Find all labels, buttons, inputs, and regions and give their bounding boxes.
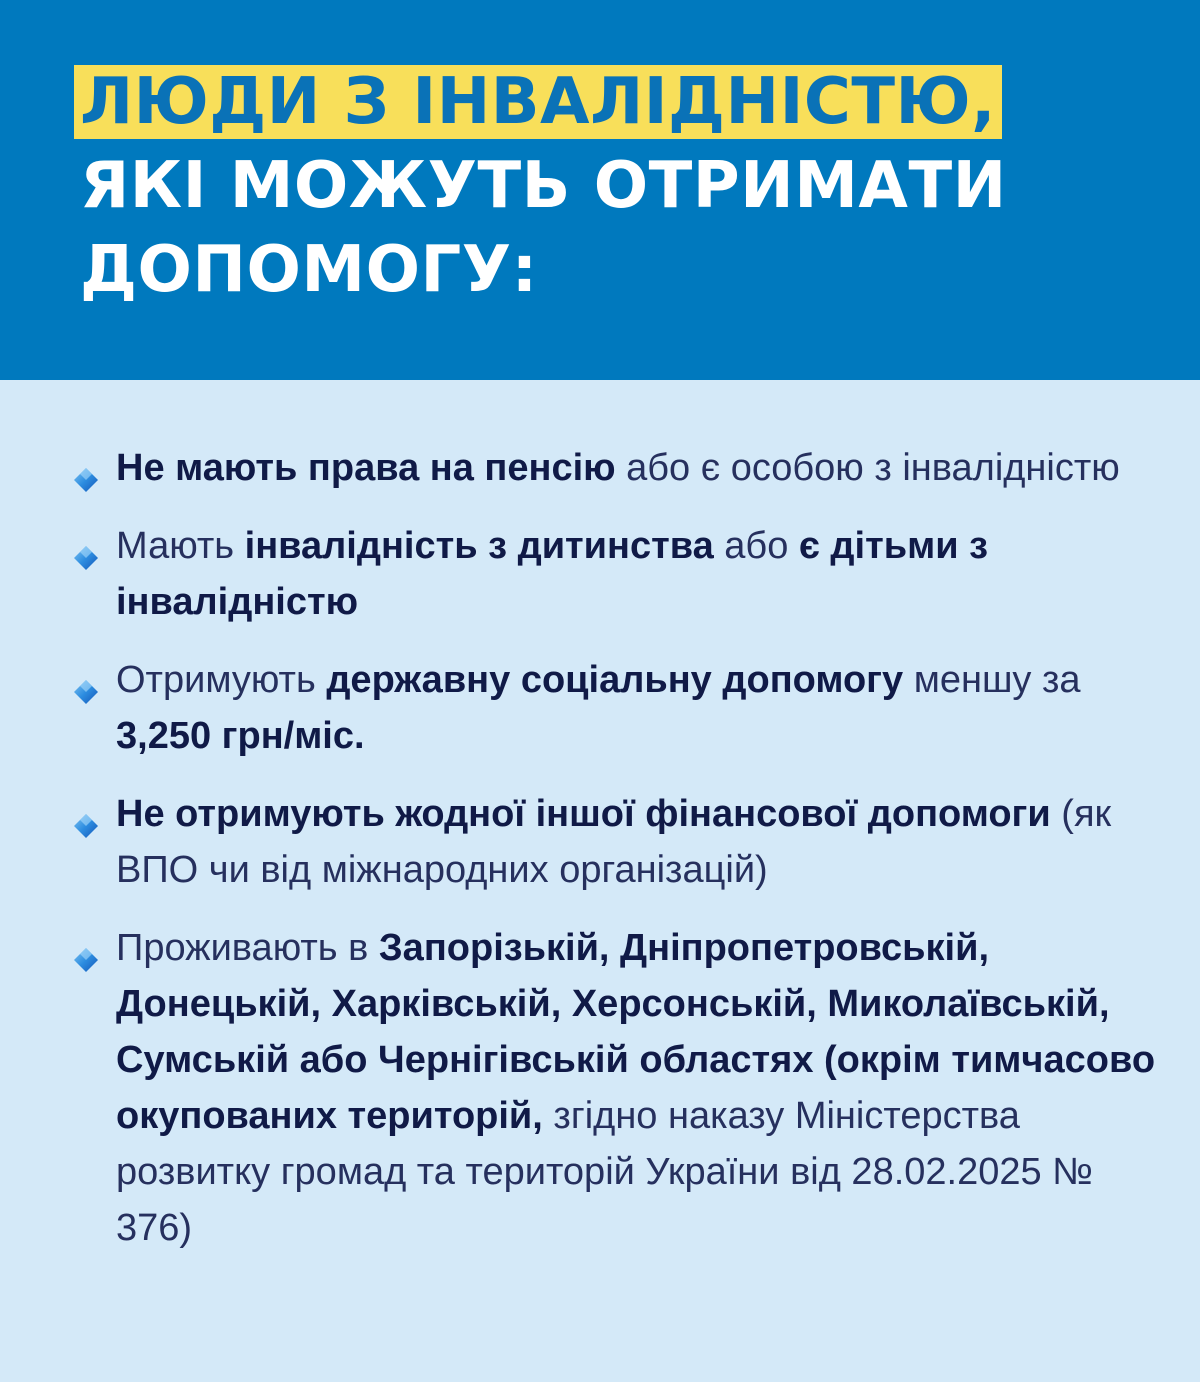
diamond-bullet-icon (73, 531, 99, 557)
diamond-bullet-icon (73, 665, 99, 691)
item-text (116, 525, 988, 623)
text-bold: 3,250 грн/міс. (116, 715, 365, 757)
text-bold: Не мають права на пенсію (116, 447, 616, 489)
text-regular: або (713, 525, 799, 567)
text-regular: Проживають в (116, 927, 379, 969)
text-regular: або є особою з інвалідністю (615, 447, 1120, 489)
text-regular: Отримують (116, 659, 327, 701)
text-regular: меншу за (903, 659, 1081, 701)
title-rest: ЯКІ МОЖУТЬ ОТРИМАТИ ДОПОМОГУ: (80, 149, 1007, 307)
header-banner (0, 0, 1200, 380)
item-text (116, 793, 1111, 891)
list-item (70, 920, 1160, 1256)
text-bold: є дітьми з інвалідністю (116, 525, 988, 623)
eligibility-list (70, 440, 1160, 1278)
text-bold: державну соціальну допомогу (326, 659, 904, 701)
item-text (116, 447, 1120, 489)
item-text (116, 659, 1081, 757)
text-regular: Мають (116, 525, 245, 567)
text-bold: інвалідність з дитинства (244, 525, 714, 567)
title-highlight: ЛЮДИ З ІНВАЛІДНІСТЮ, (74, 65, 1002, 139)
diamond-bullet-icon (73, 933, 99, 959)
page-title (80, 60, 1140, 312)
item-text (116, 927, 1155, 1249)
list-item (70, 518, 1160, 630)
list-item (70, 440, 1160, 496)
text-regular: (як ВПО чи від міжнародних організацій) (116, 793, 1112, 891)
list-item (70, 652, 1160, 764)
diamond-bullet-icon (73, 453, 99, 479)
list-item (70, 786, 1160, 898)
diamond-bullet-icon (73, 799, 99, 825)
text-bold: Запорізькій, Дніпропетровській, Донецькій, Харківській, Херсонській, Миколаївській, Сумській або Чернігівській областях (окрім тимчасово окупованих територій, (116, 927, 1156, 1137)
text-regular: згідно наказу Міністерства розвитку громад та територій України від 28.02.2025 № 376) (116, 1095, 1093, 1249)
text-bold: Не отримують жодної іншої фінансової допомоги (116, 793, 1051, 835)
